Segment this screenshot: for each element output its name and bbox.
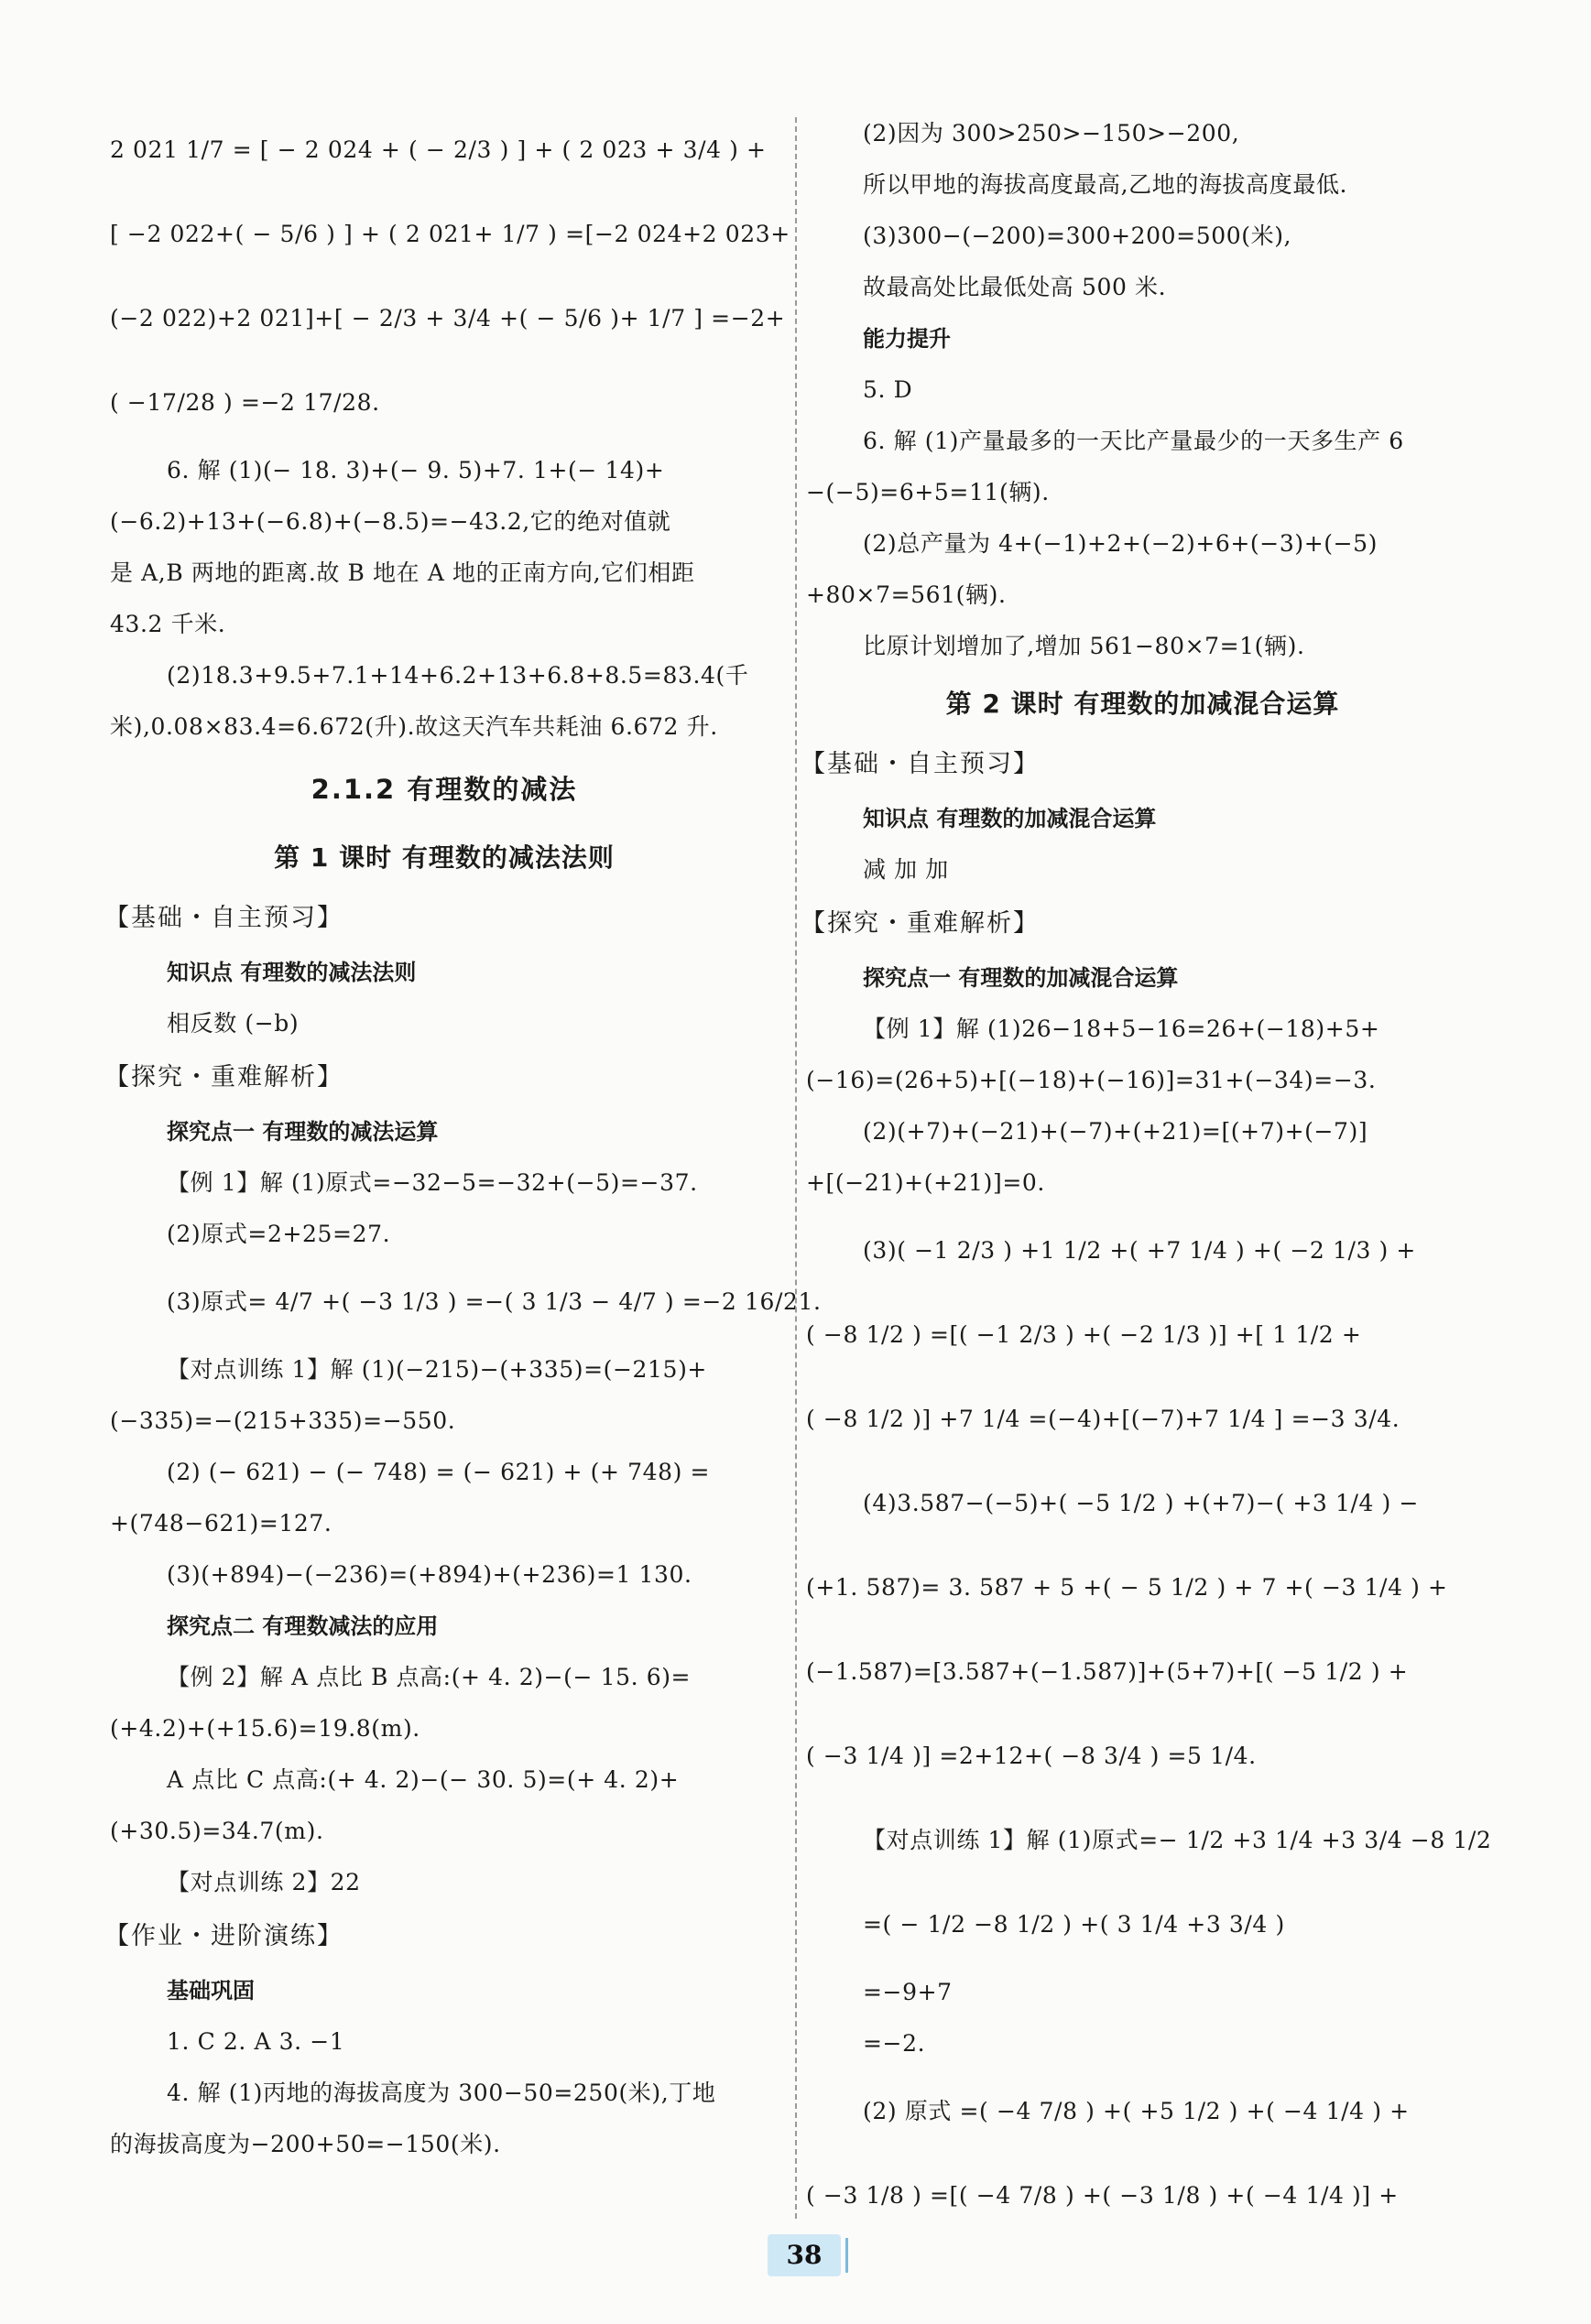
left-text-line: 【对点训练 1】解 (1)(−215)−(+335)=(−215)+ — [167, 1356, 707, 1383]
left-text-line: 2 021 1/7 = [ − 2 024 + ( − 2/3 ) ] + ( 2 023 + 3/4 ) + — [110, 136, 767, 163]
right-text-line: (2)总产量为 4+(−1)+2+(−2)+6+(−3)+(−5) — [863, 530, 1378, 557]
left-text-line: (2)原式=2+25=27. — [167, 1221, 391, 1247]
right-subheading: 知识点 有理数的加减混合运算 — [863, 806, 1157, 831]
right-text-line: +80×7=561(辆). — [806, 581, 1007, 608]
left-text-line: [ −2 022+( − 5/6 ) ] + ( 2 021+ 1/7 ) =[−2 024+2 023+ — [110, 221, 790, 247]
right-subheading: 能力提升 — [863, 326, 951, 352]
right-text-line: (−1.587)=[3.587+(−1.587)]+(5+7)+[( −5 1/2 ) + — [806, 1658, 1409, 1685]
left-text-line: 是 A,B 两地的距离.故 B 地在 A 地的正南方向,它们相距 — [110, 559, 695, 586]
right-text-line: 【对点训练 1】解 (1)原式=− 1/2 +3 1/4 +3 3/4 −8 1/2 — [863, 1827, 1492, 1853]
left-text-line: 【例 1】解 (1)原式=−32−5=−32+(−5)=−37. — [167, 1169, 698, 1196]
right-text-line: ( −3 1/4 )] =2+12+( −8 3/4 ) =5 1/4. — [806, 1743, 1257, 1769]
left-text-line: (3)原式= 4/7 +( −3 1/3 ) =−( 3 1/3 − 4/7 ) =−2 16/21. — [167, 1288, 822, 1315]
left-text-line: (+30.5)=34.7(m). — [110, 1818, 324, 1844]
right-text-line: (2)因为 300>250>−150>−200, — [863, 120, 1240, 147]
left-text-line: ( −17/28 ) =−2 17/28. — [110, 389, 380, 416]
right-block-heading: 【探究・重难解析】 — [801, 909, 1040, 938]
right-text-line: =−2. — [863, 2030, 926, 2057]
right-text-line: =( − 1/2 −8 1/2 ) +( 3 1/4 +3 3/4 ) — [863, 1911, 1285, 1938]
left-text-line: 1. C 2. A 3. −1 — [167, 2028, 345, 2055]
left-text-line: (+4.2)+(+15.6)=19.8(m). — [110, 1715, 420, 1742]
left-text-line: 的海拔高度为−200+50=−150(米). — [110, 2131, 501, 2157]
right-text-line: (−16)=(26+5)+[(−18)+(−16)]=31+(−34)=−3. — [806, 1067, 1377, 1093]
right-text-line: (2) 原式 =( −4 7/8 ) +( +5 1/2 ) +( −4 1/4 ) + — [863, 2098, 1410, 2124]
left-block-heading: 【探究・重难解析】 — [104, 1063, 343, 1091]
left-text-line: 43.2 千米. — [110, 611, 226, 637]
right-text-line: 故最高处比最低处高 500 米. — [863, 274, 1167, 300]
right-column — [801, 108, 1492, 2238]
right-block-heading: 【基础・自主预习】 — [801, 750, 1040, 778]
left-text-line: 【例 2】解 A 点比 B 点高:(+ 4. 2)−(− 15. 6)= — [167, 1664, 692, 1690]
column-divider — [795, 117, 797, 2219]
right-text-line: =−9+7 — [863, 1979, 953, 2005]
right-text-line: ( −8 1/2 ) =[( −1 2/3 ) +( −2 1/3 )] +[ 1 1/2 + — [806, 1321, 1362, 1348]
left-text-line: 【对点训练 2】22 — [167, 1869, 361, 1895]
left-text-line: +(748−621)=127. — [110, 1510, 332, 1537]
left-text-line: (2) (− 621) − (− 748) = (− 621) + (+ 748) = — [167, 1459, 711, 1485]
left-text-line: A 点比 C 点高:(+ 4. 2)−(− 30. 5)=(+ 4. 2)+ — [167, 1766, 680, 1793]
left-text-line: 6. 解 (1)(− 18. 3)+(− 9. 5)+7. 1+(− 14)+ — [167, 457, 665, 483]
left-subheading: 探究点二 有理数减法的应用 — [167, 1613, 439, 1639]
right-text-line: (+1. 587)= 3. 587 + 5 +( − 5 1/2 ) + 7 +( −3 1/4 ) + — [806, 1574, 1448, 1601]
left-text-line: 米),0.08×83.4=6.672(升).故这天汽车共耗油 6.672 升. — [110, 713, 718, 740]
right-text-line: ( −8 1/2 )] +7 1/4 =(−4)+[(−7)+7 1/4 ] =−3 3/4. — [806, 1406, 1400, 1432]
right-text-line: 减 加 加 — [863, 856, 949, 883]
left-text-line: 4. 解 (1)丙地的海拔高度为 300−50=250(米),丁地 — [167, 2080, 716, 2106]
left-text-line: (3)(+894)−(−236)=(+894)+(+236)=1 130. — [167, 1561, 692, 1588]
right-text-line: 5. D — [863, 376, 913, 403]
right-text-line: (3)( −1 2/3 ) +1 1/2 +( +7 1/4 ) +( −2 1/3 ) + — [863, 1237, 1416, 1264]
left-column — [104, 108, 822, 2170]
left-text-line: 相反数 (−b) — [167, 1010, 300, 1037]
right-text-line: −(−5)=6+5=11(辆). — [806, 479, 1050, 505]
right-text-line: (3)300−(−200)=300+200=500(米), — [863, 223, 1292, 249]
right-text-line: (2)(+7)+(−21)+(−7)+(+21)=[(+7)+(−7)] — [863, 1118, 1368, 1145]
left-subheading: 基础巩固 — [167, 1978, 255, 2004]
left-lesson-heading: 第 1 课时 有理数的减法法则 — [274, 842, 615, 873]
right-text-line: 【例 1】解 (1)26−18+5−16=26+(−18)+5+ — [863, 1015, 1380, 1042]
right-text-line: ( −3 1/8 ) =[( −4 7/8 ) +( −3 1/8 ) +( −4 1/4 )] + — [806, 2182, 1399, 2209]
left-block-heading: 【作业・进阶演练】 — [104, 1922, 343, 1950]
right-text-line: 6. 解 (1)产量最多的一天比产量最少的一天多生产 6 — [863, 428, 1404, 454]
left-text-line: (2)18.3+9.5+7.1+14+6.2+13+6.8+8.5=83.4(千 — [167, 662, 749, 689]
left-section-heading: 2.1.2 有理数的减法 — [311, 774, 578, 805]
right-text-line: (4)3.587−(−5)+( −5 1/2 ) +(+7)−( +3 1/4 ) − — [863, 1490, 1420, 1516]
left-text-line: (−6.2)+13+(−6.8)+(−8.5)=−43.2,它的绝对值就 — [110, 508, 671, 535]
right-text-line: 比原计划增加了,增加 561−80×7=1(辆). — [863, 633, 1305, 659]
left-block-heading: 【基础・自主预习】 — [104, 904, 343, 932]
right-lesson-heading: 第 2 课时 有理数的加减混合运算 — [945, 689, 1340, 719]
right-text-line: 所以甲地的海拔高度最高,乙地的海拔高度最低. — [863, 171, 1348, 198]
page-number: 38 — [768, 2234, 841, 2276]
left-subheading: 探究点一 有理数的减法运算 — [167, 1119, 439, 1145]
left-text-line: (−2 022)+2 021]+[ − 2/3 + 3/4 +( − 5/6 )+ 1/7 ] =−2+ — [110, 305, 786, 331]
left-subheading: 知识点 有理数的减法法则 — [167, 960, 417, 985]
left-text-line: (−335)=−(215+335)=−550. — [110, 1407, 456, 1434]
right-text-line: +[(−21)+(+21)]=0. — [806, 1169, 1045, 1196]
right-subheading: 探究点一 有理数的加减混合运算 — [863, 965, 1179, 991]
